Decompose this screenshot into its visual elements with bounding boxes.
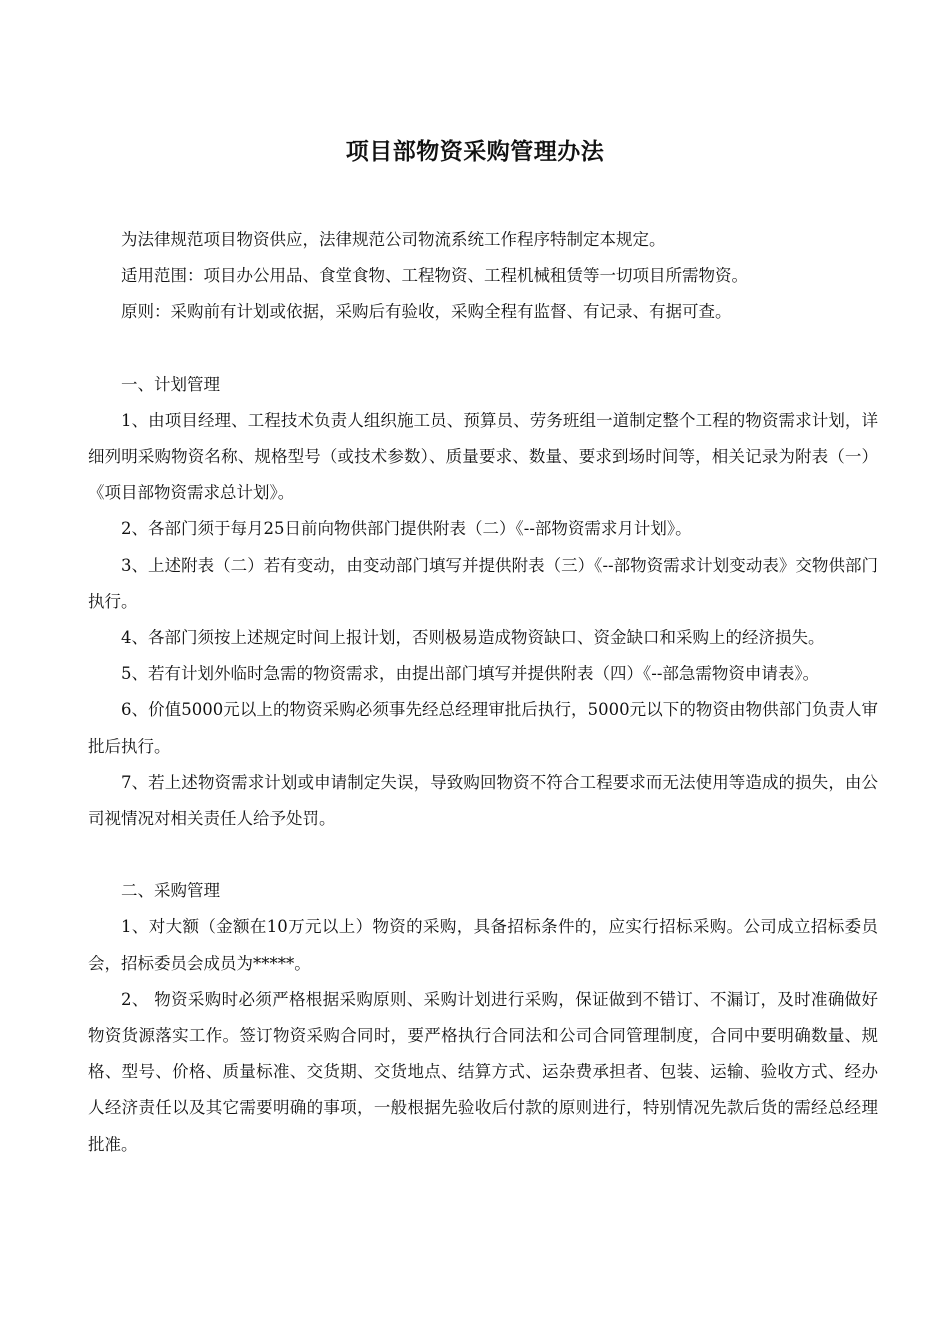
plan-item-6: 6、价值5000元以上的物资采购必须事先经总经理审批后执行，5000元以下的物资由物供部门负责人审批后执行。 <box>88 700 878 756</box>
plan-item-7: 7、若上述物资需求计划或申请制定失误，导致购回物资不符合工程要求而无法使用等造成的损失，由公司视情况对相关责任人给予处罚。 <box>88 772 878 829</box>
spacer <box>88 837 878 873</box>
intro-principle: 原则：采购前有计划或依据，采购后有验收，采购全程有监督、有记录、有据可查。 <box>121 302 732 322</box>
document-body <box>88 222 878 1163</box>
document-title: 项目部物资采购管理办法 <box>345 138 605 165</box>
plan-item-1: 1、由项目经理、工程技术负责人组织施工员、预算员、劳务班组一道制定整个工程的物资需求计划，详细列明采购物资名称、规格型号（或技术参数）、质量要求、数量、要求到场时间等，相关记录为附表（一）《项目部物资需求总计划》。 <box>88 410 878 503</box>
intro-scope: 适用范围：项目办公用品、食堂食物、工程物资、工程机械租赁等一切项目所需物资。 <box>121 266 748 286</box>
purchase-item-1: 1、对大额（金额在10万元以上）物资的采购，具备招标条件的，应实行招标采购。公司成立招标委员会，招标委员会成员为*****。 <box>88 917 878 973</box>
section-heading-purchase: 二、采购管理 <box>121 881 220 901</box>
intro-purpose: 为法律规范项目物资供应，法律规范公司物流系统工作程序特制定本规定。 <box>121 230 666 249</box>
section-heading-plan: 一、计划管理 <box>121 374 220 394</box>
plan-item-5: 5、若有计划外临时急需的物资需求，由提出部门填写并提供附表（四）《--部急需物资申请表》。 <box>121 664 820 684</box>
plan-item-3: 3、上述附表（二）若有变动，由变动部门填写并提供附表（三）《--部物资需求计划变动表》交物供部门执行。 <box>88 555 878 611</box>
purchase-item-2: 2、 物资采购时必须严格根据采购原则、采购计划进行采购，保证做到不错订、不漏订，及时准确做好物资货源落实工作。签订物资采购合同时，要严格执行合同法和公司合同管理制度，合同中要明确数量、规格、型号、价格、质量标准、交货期、交货地点、结算方式、运杂费承担者、包装、运输、验收方式、经办人经济责任以及其它需要明确的事项，一般根据先验收后付款的原则进行，特别情况先款后货的需经总经理批准。 <box>88 989 878 1154</box>
plan-item-4: 4、各部门须按上述规定时间上报计划，否则极易造成物资缺口、资金缺口和采购上的经济损失。 <box>121 628 825 648</box>
spacer <box>88 331 878 367</box>
plan-item-2: 2、各部门须于每月25日前向物供部门提供附表（二）《--部物资需求月计划》。 <box>121 519 692 539</box>
